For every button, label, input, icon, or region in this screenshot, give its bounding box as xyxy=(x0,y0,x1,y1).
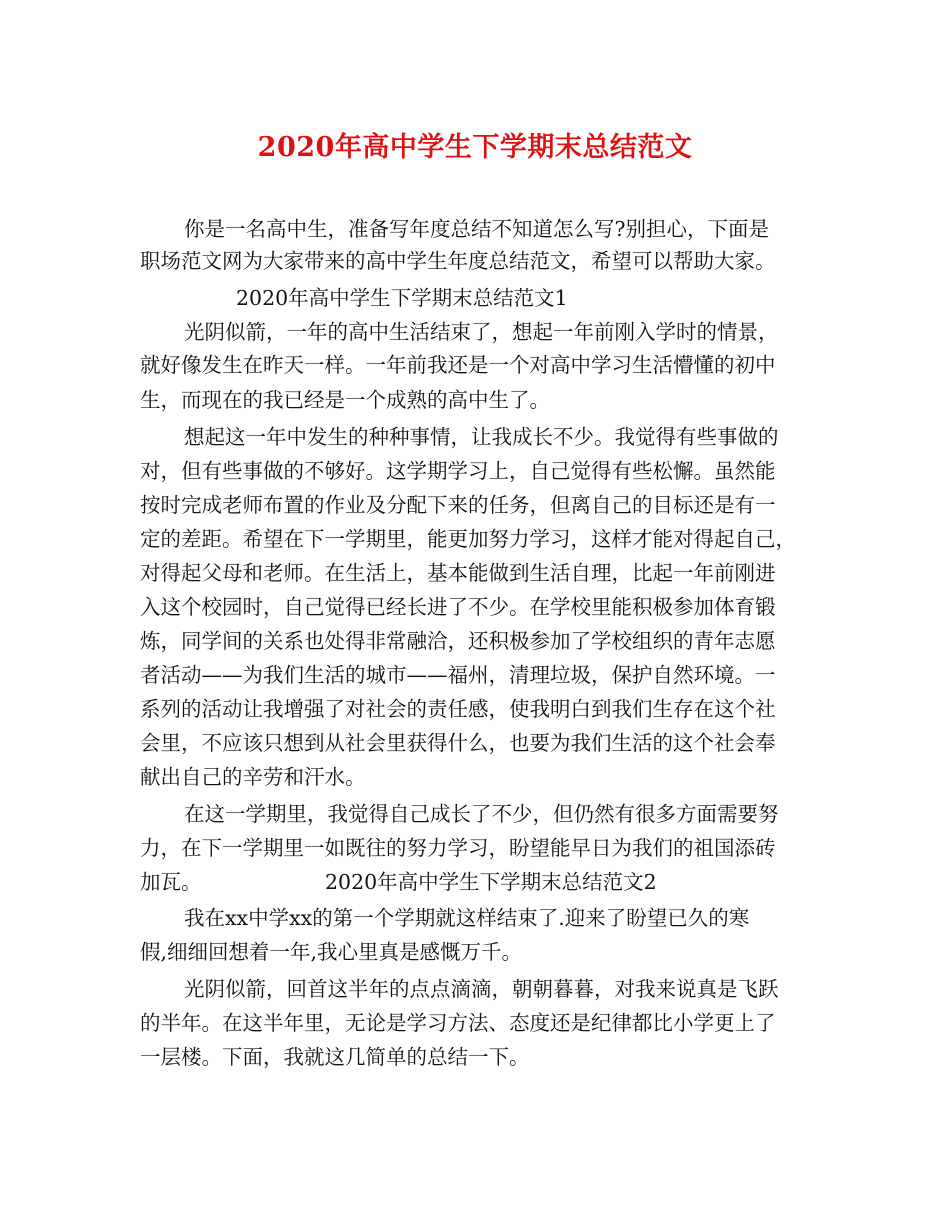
text-line: 会里，不应该只想到从社会里获得什么，也要为我们生活的这个社会奉 xyxy=(140,731,776,755)
text-line: 我在xx中学xx的第一个学期就这样结束了.迎来了盼望已久的寒 xyxy=(184,906,750,930)
text-line: 力，在下一学期里一如既往的努力学习，盼望能早日为我们的祖国添砖 xyxy=(140,836,776,860)
document-title: 2020年高中学生下学期末总结范文 xyxy=(257,132,693,163)
text-line: 者活动——为我们生活的城市——福州，清理垃圾，保护自然环境。一 xyxy=(140,663,776,687)
text-line: 炼，同学间的关系也处得非常融洽，还积极参加了学校组织的青年志愿 xyxy=(140,629,776,653)
text-line: 系列的活动让我增强了对社会的责任感，使我明白到我们生存在这个社 xyxy=(140,697,776,721)
text-line: 生，而现在的我已经是一个成熟的高中生了。 xyxy=(140,388,550,412)
text-line: 入这个校园时，自己觉得已经长进了不少。在学校里能积极参加体育锻 xyxy=(140,595,776,619)
text-line: 对，但有些事做的不够好。这学期学习上，自己觉得有些松懈。虽然能 xyxy=(140,459,776,483)
text-line: 光阴似箭，回首这半年的点点滴滴，朝朝暮暮，对我来说真是飞跃 xyxy=(184,977,779,1001)
text-line: 按时完成老师布置的作业及分配下来的任务，但离自己的目标还是有一 xyxy=(140,493,776,517)
text-line: 就好像发生在昨天一样。一年前我还是一个对高中学习生活懵懂的初中 xyxy=(140,353,776,377)
section-heading: 2020年高中学生下学期末总结范文2 xyxy=(325,870,657,894)
text-line: 光阴似箭，一年的高中生活结束了，想起一年前刚入学时的情景， xyxy=(184,320,779,344)
text-line: 在这一学期里，我觉得自己成长了不少，但仍然有很多方面需要努 xyxy=(184,802,779,826)
text-line: 假,细细回想着一年,我心里真是感慨万千。 xyxy=(140,940,523,964)
text-line: 你是一名高中生，准备写年度总结不知道怎么写?别担心，下面是 xyxy=(184,217,769,241)
section-heading: 2020年高中学生下学期末总结范文1 xyxy=(236,286,568,310)
text-line: 定的差距。希望在下一学期里，能更加努力学习，这样才能对得起自己， xyxy=(140,527,796,551)
text-line: 想起这一年中发生的种种事情，让我成长不少。我觉得有些事做的 xyxy=(184,425,779,449)
text-line: 加瓦。 xyxy=(140,870,202,894)
text-line: 职场范文网为大家带来的高中学生年度总结范文，希望可以帮助大家。 xyxy=(140,249,776,273)
text-line: 献出自己的辛劳和汗水。 xyxy=(140,765,366,789)
text-line: 一层楼。下面，我就这几简单的总结一下。 xyxy=(140,1045,530,1069)
text-line: 对得起父母和老师。在生活上，基本能做到生活自理，比起一年前刚进 xyxy=(140,561,776,585)
text-line: 的半年。在这半年里，无论是学习方法、态度还是纪律都比小学更上了 xyxy=(140,1011,776,1035)
